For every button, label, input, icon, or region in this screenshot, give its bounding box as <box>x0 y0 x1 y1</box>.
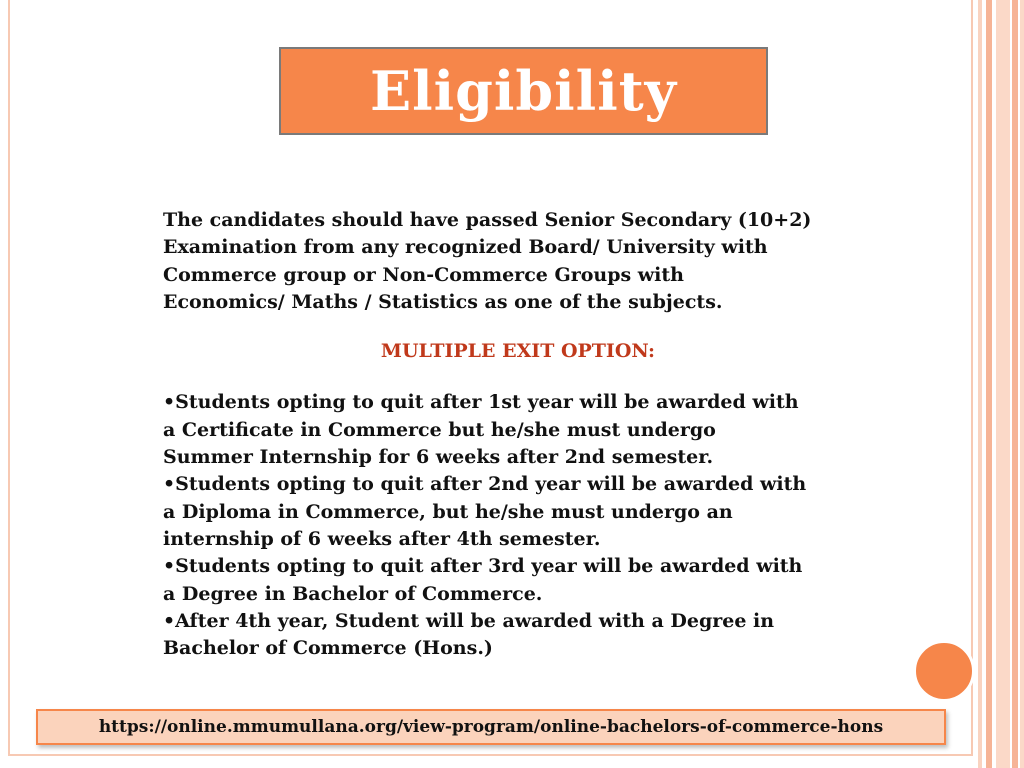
list-item: Bachelor of Commerce (Hons.) <box>163 637 493 660</box>
decorative-stripe <box>986 0 992 768</box>
decorative-stripe <box>1020 0 1024 768</box>
intro-line: The candidates should have passed Senior Secondary (10+2) <box>163 209 812 231</box>
slide-body <box>163 207 883 662</box>
section-heading: MULTIPLE EXIT OPTION: <box>380 340 656 363</box>
intro-line: Examination from any recognized Board/ University with <box>163 236 768 259</box>
decorative-stripe <box>996 0 1010 768</box>
slide-title: Eligibility <box>369 59 678 123</box>
decorative-stripe <box>978 0 982 768</box>
footer-url-bar <box>36 709 946 745</box>
list-item: internship of 6 weeks after 4th semester. <box>163 527 601 550</box>
decorative-stripe <box>1012 0 1018 768</box>
list-item: a Certificate in Commerce but he/she must undergo <box>163 418 716 441</box>
list-item: Summer Internship for 6 weeks after 2nd semester. <box>163 446 714 469</box>
footer-url-link[interactable]: https://online.mmumullana.org/view-program/online-bachelors-of-commerce-hons <box>98 717 884 737</box>
decorative-circle <box>913 640 975 702</box>
intro-paragraph <box>163 207 883 316</box>
title-box <box>279 47 768 135</box>
list-item: •Students opting to quit after 1st year will be awarded with <box>163 391 799 414</box>
intro-line: Economics/ Maths / Statistics as one of the subjects. <box>163 290 723 313</box>
list-item: •Students opting to quit after 3rd year will be awarded with <box>163 555 803 578</box>
list-item: •Students opting to quit after 2nd year will be awarded with <box>163 473 807 496</box>
list-item: a Diploma in Commerce, but he/she must undergo an <box>163 500 733 523</box>
list-item: •After 4th year, Student will be awarded with a Degree in <box>163 609 775 632</box>
list-item: a Degree in Bachelor of Commerce. <box>163 582 543 605</box>
intro-line: Commerce group or Non-Commerce Groups with <box>163 263 684 286</box>
exit-options-list <box>163 389 883 662</box>
